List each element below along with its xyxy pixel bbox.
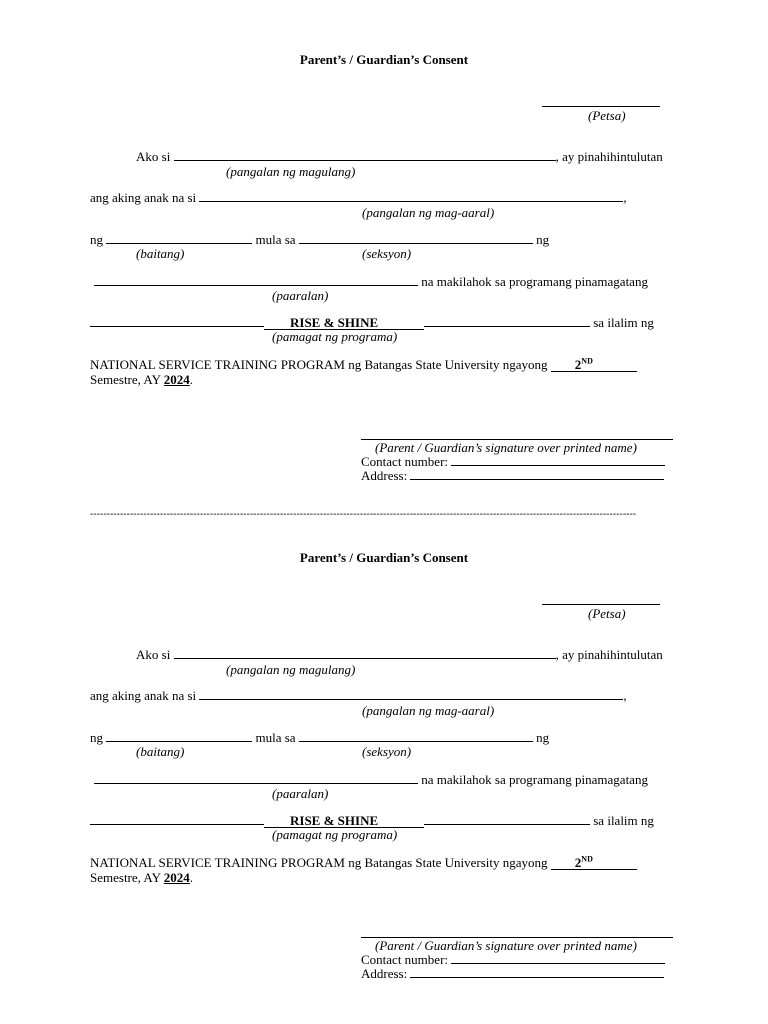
semestre-text: Semestre, AY <box>90 372 161 387</box>
student-name-label: (pangalan ng mag-aaral) <box>362 703 495 718</box>
program-line <box>90 315 654 330</box>
pinahihintulutan-text: , ay pinahihintulutan <box>555 149 663 164</box>
period-text: . <box>189 870 194 885</box>
program-blank-left <box>90 315 264 327</box>
program-line <box>90 813 654 828</box>
grade-blank[interactable] <box>106 730 252 742</box>
school-label: (paaralan) <box>272 288 329 303</box>
anak-na-si-text: ang aking anak na si <box>90 190 197 205</box>
student-name-blank[interactable] <box>199 688 623 700</box>
program-title: RISE & SHINE <box>264 815 424 828</box>
section-label: (seksyon) <box>362 246 412 261</box>
section-label: (seksyon) <box>362 744 412 759</box>
semestre-text: Semestre, AY <box>90 870 161 885</box>
comma-text: , <box>623 190 627 205</box>
contact-line <box>361 952 665 967</box>
section-blank[interactable] <box>299 730 533 742</box>
signature-label: (Parent / Guardian’s signature over printed name) <box>375 440 637 455</box>
contact-label: Contact number: <box>361 952 449 967</box>
signature-label: (Parent / Guardian’s signature over printed name) <box>375 938 637 953</box>
address-label: Address: <box>361 468 408 483</box>
consent-form-2 <box>0 498 768 998</box>
grade-section-line <box>90 232 549 247</box>
ay-year: 2024 <box>163 870 190 885</box>
ng-text: ng <box>90 730 103 745</box>
parent-name-label: (pangalan ng magulang) <box>226 662 356 677</box>
contact-line <box>361 454 665 469</box>
school-blank[interactable] <box>94 274 418 286</box>
school-label: (paaralan) <box>272 786 329 801</box>
semestre-line <box>90 372 193 387</box>
address-label: Address: <box>361 966 408 981</box>
ako-si-text: Ako si <box>136 149 171 164</box>
nstp-line <box>90 357 637 372</box>
consent-form-1 <box>0 0 768 500</box>
grade-section-line <box>90 730 549 745</box>
contact-blank[interactable] <box>451 952 665 964</box>
ako-si-text: Ako si <box>136 647 171 662</box>
makilahok-text: na makilahok sa programang pinamagatang <box>421 772 648 787</box>
sa-ilalim-text: sa ilalim ng <box>593 315 654 330</box>
period-text: . <box>189 372 194 387</box>
semester-suffix: ND <box>581 854 593 864</box>
program-blank-left <box>90 813 264 825</box>
program-blank-right <box>424 813 590 825</box>
program-blank-right <box>424 315 590 327</box>
grade-label: (baitang) <box>136 744 185 759</box>
nstp-line <box>90 855 637 870</box>
address-line <box>361 966 664 981</box>
address-blank[interactable] <box>410 966 664 978</box>
comma-text: , <box>623 688 627 703</box>
cut-line-divider: -------------------------------------------------------------------------------------------------------------------------------------------------------------------- <box>90 509 637 520</box>
semester-value <box>551 356 637 372</box>
ng-text: ng <box>90 232 103 247</box>
semester-value <box>551 854 637 870</box>
student-name-label: (pangalan ng mag-aaral) <box>362 205 495 220</box>
ako-si-line <box>136 647 663 662</box>
anak-na-si-text: ang aking anak na si <box>90 688 197 703</box>
address-line <box>361 468 664 483</box>
mula-sa-text: mula sa <box>255 730 296 745</box>
school-line <box>94 772 648 787</box>
date-line[interactable] <box>542 106 660 107</box>
parent-name-blank[interactable] <box>174 647 556 659</box>
anak-line <box>90 688 627 703</box>
makilahok-text: na makilahok sa programang pinamagatang <box>421 274 648 289</box>
form-title: Parent’s / Guardian’s Consent <box>299 52 469 67</box>
anak-line <box>90 190 627 205</box>
semester-suffix: ND <box>581 356 593 366</box>
form-title: Parent’s / Guardian’s Consent <box>299 550 469 565</box>
ay-year: 2024 <box>163 372 190 387</box>
contact-blank[interactable] <box>451 454 665 466</box>
grade-blank[interactable] <box>106 232 252 244</box>
ako-si-line <box>136 149 663 164</box>
ng-end-text: ng <box>536 730 550 745</box>
pinahihintulutan-text: , ay pinahihintulutan <box>555 647 663 662</box>
address-blank[interactable] <box>410 468 664 480</box>
semester-number: 2 <box>574 357 582 372</box>
parent-name-label: (pangalan ng magulang) <box>226 164 356 179</box>
ng-end-text: ng <box>536 232 550 247</box>
section-blank[interactable] <box>299 232 533 244</box>
school-blank[interactable] <box>94 772 418 784</box>
date-line[interactable] <box>542 604 660 605</box>
date-label: (Petsa) <box>588 108 626 123</box>
school-line <box>94 274 648 289</box>
student-name-blank[interactable] <box>199 190 623 202</box>
sa-ilalim-text: sa ilalim ng <box>593 813 654 828</box>
program-title: RISE & SHINE <box>264 317 424 330</box>
grade-label: (baitang) <box>136 246 185 261</box>
mula-sa-text: mula sa <box>255 232 296 247</box>
parent-name-blank[interactable] <box>174 149 556 161</box>
program-label: (pamagat ng programa) <box>272 329 398 344</box>
semestre-line <box>90 870 193 885</box>
date-label: (Petsa) <box>588 606 626 621</box>
contact-label: Contact number: <box>361 454 449 469</box>
nstp-text: NATIONAL SERVICE TRAINING PROGRAM ng Batangas State University ngayong <box>90 357 548 372</box>
nstp-text: NATIONAL SERVICE TRAINING PROGRAM ng Batangas State University ngayong <box>90 855 548 870</box>
semester-number: 2 <box>574 855 582 870</box>
program-label: (pamagat ng programa) <box>272 827 398 842</box>
